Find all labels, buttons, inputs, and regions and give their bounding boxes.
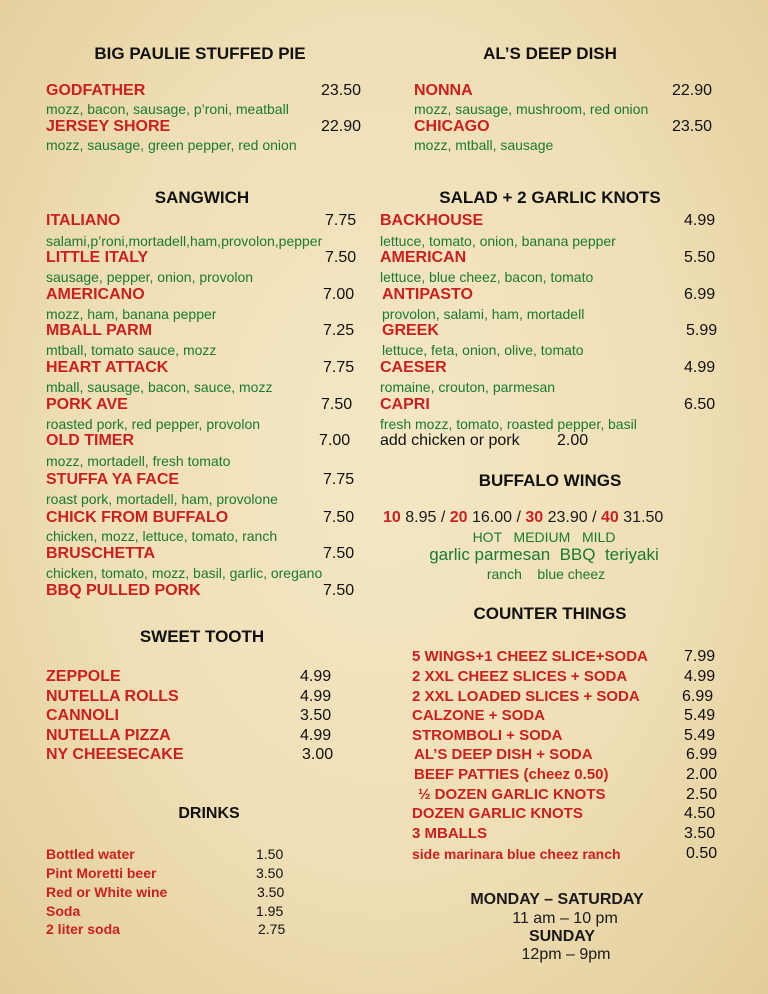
menu-item-price: 22.90 (321, 118, 362, 135)
drink-name: Bottled water (46, 846, 135, 862)
menu-item-price: 7.00 (319, 432, 351, 449)
wings-price: 16.00 (471, 509, 513, 526)
menu-item-price: 6.99 (684, 286, 716, 303)
menu-item-desc: chicken, tomato, mozz, basil, garlic, oregano (46, 565, 323, 581)
drink-price: 3.50 (256, 865, 284, 881)
menu-item-desc: mozz, mortadell, fresh tomato (46, 453, 231, 469)
wings-price: 8.95 (405, 509, 437, 526)
menu-item-name: ZEPPOLE (46, 668, 121, 685)
menu-item-name: GODFATHER (46, 82, 146, 99)
menu-item-price: 6.50 (684, 396, 716, 413)
menu-item-price: 5.49 (684, 727, 716, 744)
menu-item-desc: fresh mozz, tomato, roasted pepper, basil (380, 416, 637, 432)
drink-name: Red or White wine (46, 884, 168, 900)
menu-item-price: 7.25 (323, 322, 355, 339)
menu-item-price: 2.50 (686, 786, 718, 803)
menu-item-name: MBALL PARM (46, 322, 153, 339)
menu-item-desc: roasted pork, red pepper, provolon (46, 416, 261, 432)
menu-item-price: 6.99 (682, 688, 714, 705)
menu-item-desc: mozz, mtball, sausage (414, 137, 554, 153)
menu-item-name: OLD TIMER (46, 432, 134, 449)
drink-price: 3.50 (257, 884, 285, 900)
menu-item-price: 5.99 (686, 322, 718, 339)
deepdish-title: AL’S DEEP DISH (483, 44, 617, 63)
menu-item-desc: mozz, bacon, sausage, p’roni, meatball (46, 101, 289, 117)
menu-item-name: STUFFA YA FACE (46, 471, 180, 488)
menu-item-price: 3.00 (302, 746, 334, 763)
wings-heat: HOT MEDIUM MILD (472, 529, 616, 545)
menu-item-name: BACKHOUSE (380, 212, 484, 229)
menu-item-name: 2 XXL CHEEZ SLICES + SODA (412, 668, 628, 685)
wings-sizes: 10 8.95 / 20 16.00 / 30 23.90 / 40 31.50 (383, 509, 664, 526)
menu-item-name: CAESER (380, 359, 447, 376)
menu-item-name: AMERICAN (380, 249, 467, 266)
menu-item-name: LITTLE ITALY (46, 249, 149, 266)
drink-price: 2.75 (258, 921, 286, 937)
menu-item-name: HEART ATTACK (46, 359, 169, 376)
menu-item-price: 7.50 (323, 582, 355, 599)
menu-item-price: 4.99 (300, 727, 332, 744)
menu-item-price: 7.75 (323, 359, 355, 376)
drinks-title: DRINKS (178, 805, 240, 822)
menu-item-name: BEEF PATTIES (cheez 0.50) (414, 766, 609, 783)
menu-item-price: 5.49 (684, 707, 716, 724)
menu-item-price: 22.90 (672, 82, 713, 99)
menu-item-name: BBQ PULLED PORK (46, 582, 201, 599)
drink-name: Pint Moretti beer (46, 865, 157, 881)
wings-flavors: garlic parmesan BBQ teriyaki (429, 545, 659, 564)
menu-item-price: 6.99 (686, 746, 718, 763)
menu-item-price: 4.99 (300, 668, 332, 685)
menu-item-price: 7.75 (323, 471, 355, 488)
menu-item-price: 7.99 (684, 648, 716, 665)
drink-name: 2 liter soda (46, 921, 120, 937)
menu-item-price: 3.50 (300, 707, 332, 724)
wings-count: 20 (449, 509, 468, 526)
salad-title: SALAD + 2 GARLIC KNOTS (439, 188, 661, 207)
menu-item-desc: mball, sausage, bacon, sauce, mozz (46, 379, 273, 395)
menu-item-desc: provolon, salami, ham, mortadell (382, 306, 585, 322)
menu-item-price: 4.99 (684, 212, 716, 229)
menu-item-price: 3.50 (684, 825, 716, 842)
menu-item-name: ANTIPASTO (382, 286, 473, 303)
menu-item-name: GREEK (382, 322, 439, 339)
wings-title: BUFFALO WINGS (478, 471, 622, 490)
menu-item-name: ITALIANO (46, 212, 121, 229)
menu-item-name: side marinara blue cheez ranch (412, 846, 621, 862)
menu-item-name: BRUSCHETTA (46, 545, 156, 562)
menu-item-price: 7.50 (323, 545, 355, 562)
menu-item-desc: sausage, pepper, onion, provolon (46, 269, 254, 285)
menu-item-price: 4.99 (684, 359, 716, 376)
menu-item-name: CHICAGO (414, 118, 490, 135)
menu-item-price: 0.50 (686, 845, 718, 862)
sangwich-title: SANGWICH (154, 188, 250, 207)
salad-addon: add chicken or pork (380, 432, 520, 449)
menu-item-name: NUTELLA PIZZA (46, 727, 171, 744)
menu-item-price: 23.50 (672, 118, 713, 135)
menu-item-desc: mozz, sausage, mushroom, red onion (414, 101, 649, 117)
menu-item-desc: lettuce, feta, onion, olive, tomato (382, 342, 584, 358)
hours-days-sunday: SUNDAY (528, 928, 596, 945)
menu-item-desc: lettuce, tomato, onion, banana pepper (380, 233, 616, 249)
wings-price: 23.90 (547, 509, 588, 526)
wings-dips: ranch blue cheez (486, 566, 606, 582)
menu-item-name: CALZONE + SODA (412, 707, 545, 724)
menu-item-name: CAPRI (380, 396, 430, 413)
menu-item-desc: chicken, mozz, lettuce, tomato, ranch (46, 528, 278, 544)
salad-addon-price: 2.00 (557, 432, 589, 449)
menu-item-desc: mozz, sausage, green pepper, red onion (46, 137, 297, 153)
menu-item-name: 3 MBALLS (412, 825, 487, 842)
menu-item-name: STROMBOLI + SODA (412, 727, 563, 744)
drink-price: 1.95 (256, 903, 284, 919)
menu-item-name: PORK AVE (46, 396, 128, 413)
hours-time-sunday: 12pm – 9pm (521, 946, 611, 963)
sweet-title: SWEET TOOTH (139, 627, 265, 646)
menu-item-price: 4.50 (684, 805, 716, 822)
drink-name: Soda (46, 903, 81, 919)
menu-item-price: 23.50 (321, 82, 362, 99)
wings-count: 30 (525, 509, 544, 526)
menu-item-name: ½ DOZEN GARLIC KNOTS (418, 786, 606, 803)
menu-item-desc: mtball, tomato sauce, mozz (46, 342, 217, 358)
counter-title: COUNTER THINGS (473, 604, 627, 623)
wings-count: 40 (601, 509, 619, 526)
menu-item-price: 2.00 (686, 766, 718, 783)
menu-item-price: 7.50 (325, 249, 357, 266)
menu-item-price: 5.50 (684, 249, 716, 266)
menu-item-desc: salami,p’roni,mortadell,ham,provolon,pepper (46, 233, 323, 249)
wings-price: 31.50 (623, 509, 664, 526)
menu-item-price: 7.75 (325, 212, 357, 229)
menu-item-name: CHICK FROM BUFFALO (46, 509, 229, 526)
menu-item-desc: mozz, ham, banana pepper (46, 306, 217, 322)
menu-item-name: AMERICANO (46, 286, 145, 303)
menu-item-desc: romaine, crouton, parmesan (380, 379, 556, 395)
menu-item-desc: lettuce, blue cheez, bacon, tomato (380, 269, 594, 285)
menu-item-desc: roast pork, mortadell, ham, provolone (46, 491, 278, 507)
drink-price: 1.50 (256, 846, 284, 862)
wings-count: 10 (383, 509, 401, 526)
menu-item-name: NONNA (414, 82, 473, 99)
menu-item-name: 2 XXL LOADED SLICES + SODA (412, 688, 640, 705)
menu-item-name: 5 WINGS+1 CHEEZ SLICE+SODA (412, 648, 648, 665)
menu-item-name: JERSEY SHORE (46, 118, 171, 135)
stuffed-title: BIG PAULIE STUFFED PIE (94, 44, 306, 63)
menu-item-name: NY CHEESECAKE (46, 746, 184, 763)
menu-item-name: CANNOLI (46, 707, 119, 724)
menu-item-name: NUTELLA ROLLS (46, 688, 179, 705)
menu-item-price: 7.50 (323, 509, 355, 526)
hours-days-weekday: MONDAY – SATURDAY (470, 891, 644, 908)
menu-item-price: 4.99 (684, 668, 716, 685)
menu-item-name: DOZEN GARLIC KNOTS (412, 805, 583, 822)
hours-time-weekday: 11 am – 10 pm (512, 910, 618, 927)
menu-item-price: 4.99 (300, 688, 332, 705)
menu-item-price: 7.00 (323, 286, 355, 303)
menu-item-name: AL’S DEEP DISH + SODA (414, 746, 593, 763)
menu-item-price: 7.50 (321, 396, 353, 413)
